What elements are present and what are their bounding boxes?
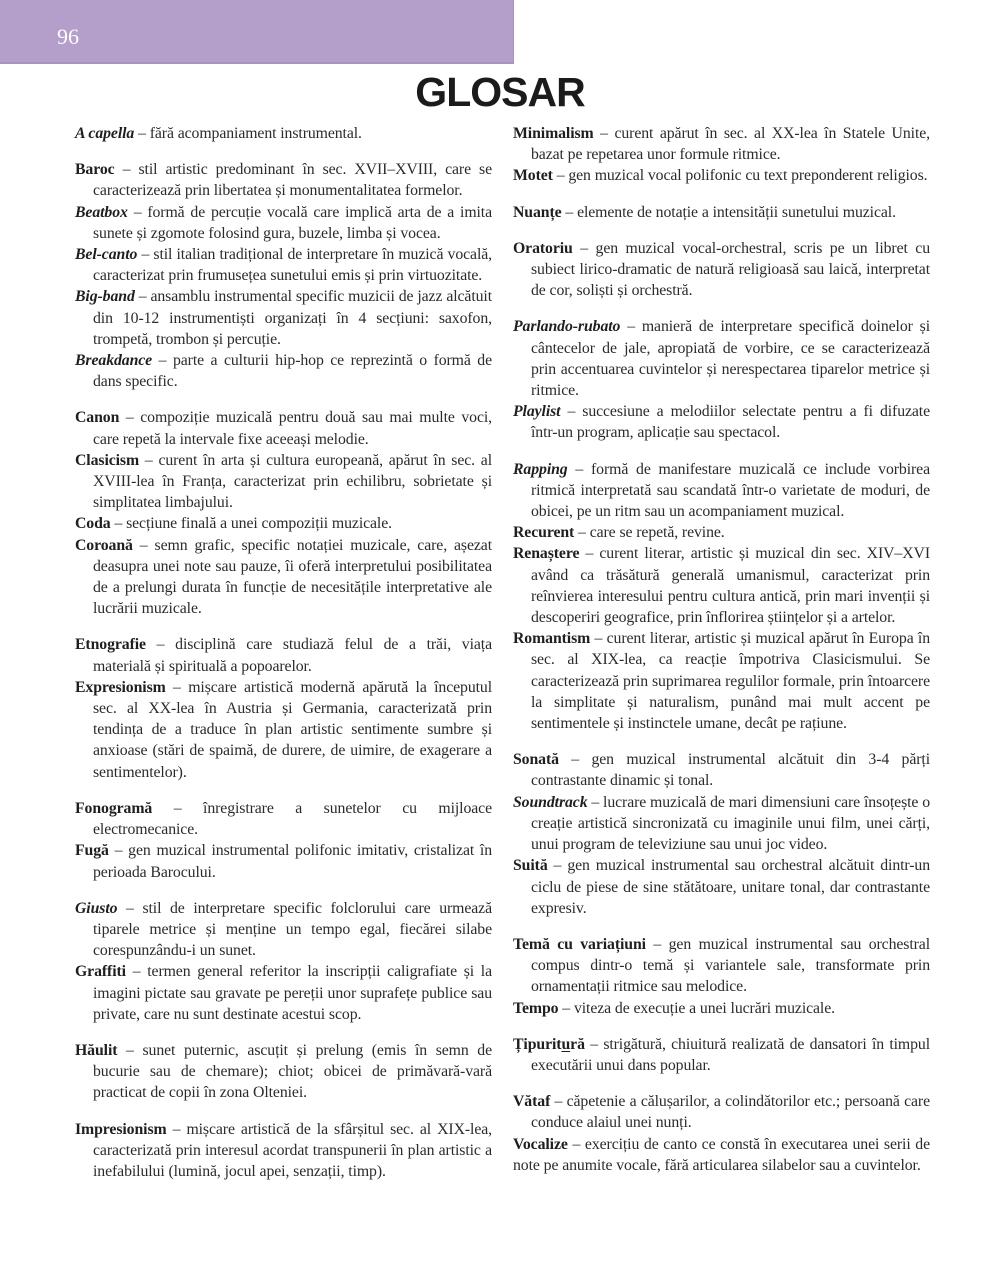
glossary-entry: Canon – compoziție muzicală pentru două sau mai multe voci, care repetă la intervale fixe aceeași melodie.	[75, 409, 492, 448]
glossary-term: Etnografie	[75, 636, 146, 654]
glossary-definition: gen muzical vocal polifonic cu text preponderent religios.	[568, 167, 928, 185]
glossary-definition: stil artistic predominant în sec. XVII–XVIII, care se caracterizează prin libertatea și monumentalitatea formelor.	[93, 161, 492, 200]
glossary-entry: Vocalize – exercițiu de canto ce constă în executarea unei serii de note pe anumite vocale, fără articularea silabelor sau a cuvintelor.	[513, 1135, 930, 1174]
glossary-term: Clasicism	[75, 451, 140, 469]
glossary-entry: Romantism – curent literar, artistic și muzical apărut în Europa în sec. al XIX-lea, ca reacție împotriva Clasicismului. Se caracterizează prin suprimarea regulilor formale, prin întoarcere la simplitate și naturalism, punând mai mult accent pe sentimentele și instinctele umane, decât pe rațiune.	[513, 630, 930, 733]
glossary-column-right	[513, 123, 930, 1176]
glossary-definition: lucrare muzicală de mari dimensiuni care însoțește o creație artistică sincronizată cu imaginile unui film, unei cărți, unui program de televiziune sau unui joc video.	[531, 793, 931, 854]
glossary-term: Coroană	[75, 536, 133, 554]
stressed-letter: u	[561, 1035, 571, 1053]
glossary-definition: exercițiu de canto ce constă în executarea unei serii de note pe anumite vocale, fără articularea silabelor sau a cuvintelor.	[513, 1135, 930, 1174]
glossary-definition: curent în arta și cultura europeană, apărut în sec. al XVIII-lea în Franța, caracterizat prin echilibru, sobrietate și simplitatea limbajului.	[93, 451, 493, 512]
glossary-group	[513, 238, 930, 302]
glossary-entry: Playlist – succesiune a melodiilor selectate pentru a fi difuzate într-un program, aplicație sau spectacol.	[513, 403, 931, 442]
glossary-column-left	[75, 123, 492, 1182]
glossary-entry: Țipuritură – strigătură, chiuitură realizată de dansatori în timpul executării unui dans popular.	[513, 1035, 930, 1074]
glossary-group	[75, 1119, 492, 1183]
glossary-group	[75, 407, 492, 619]
glossary-group	[75, 898, 492, 1025]
glossary-entry: Clasicism – curent în arta și cultura europeană, apărut în sec. al XVIII-lea în Franța, caracterizat prin echilibru, sobrietate și simplitatea limbajului.	[75, 451, 493, 512]
glossary-entry: A capella – fără acompaniament instrumental.	[75, 125, 362, 142]
glossary-term: Țipuritură	[513, 1035, 585, 1053]
glossary-term: Beatbox	[75, 203, 128, 221]
glossary-entry: Sonată – gen muzical instrumental alcătuit din 3-4 părți contrastante dinamic și tonal.	[513, 751, 931, 790]
glossary-entry: Beatbox – formă de percuție vocală care implică arta de a imita sunete și zgomote folosind gura, buzele, limba și vocea.	[75, 203, 492, 242]
glossary-entry: Vătaf – căpetenie a călușarilor, a colindătorilor etc.; persoană care conduce alaiul unei nunți.	[513, 1093, 930, 1132]
glossary-definition: strigătură, chiuitură realizată de dansatori în timpul executării unui dans popular.	[531, 1035, 930, 1074]
glossary-entry: Baroc – stil artistic predominant în sec. XVII–XVIII, care se caracterizează prin libertatea și monumentalitatea formelor.	[75, 161, 492, 200]
glossary-definition: gen muzical instrumental sau orchestral compus dintr-o temă și variantele sale, transformate prin ornamentații ritmice sau melodice.	[531, 935, 930, 996]
glossary-entry: Recurent – care se repetă, revine.	[513, 524, 725, 542]
glossary-term: Rapping	[513, 460, 568, 478]
glossary-term: Expresionism	[75, 678, 166, 696]
glossary-term: Impresionism	[75, 1120, 167, 1138]
glossary-definition: manieră de interpretare specifică doinelor și cântecelor de jale, apropiată de vorbire, ce se caracterizează prin accentuarea cuvintelor și nerespectarea tiparelor metrice și ritmice.	[531, 318, 930, 400]
glossary-entry: Suită – gen muzical instrumental sau orchestral alcătuit dintr-un ciclu de piese de sine stătătoare, unitare tonal, dar contrastante expresiv.	[513, 857, 931, 917]
glossary-entry: Hăulit – sunet puternic, ascuțit și prelung (emis în semn de bucurie sau de chemare); chiot; obicei de primăvară-vară practicat de copii în zona Olteniei.	[75, 1041, 492, 1102]
glossary-columns	[75, 123, 931, 1182]
glossary-definition: stil de interpretare specific folclorului care urmează tiparele metrice și menține un tempo egal, fiecărei silabe corespunzându-i un sunet.	[93, 899, 492, 960]
glossary-definition: înregistrare a sunetelor cu mijloace electromecanice.	[93, 799, 493, 839]
glossary-definition: elemente de notație a intensității sunetului muzical.	[577, 203, 896, 221]
glossary-definition: disciplină care studiază felul de a trăi, viața materială și spirituală a popoarelor.	[93, 636, 492, 675]
glossary-term: Oratoriu	[513, 239, 573, 257]
glossary-term: Playlist	[513, 403, 561, 421]
glossary-term: Canon	[75, 409, 120, 427]
glossary-entry: Breakdance – parte a culturii hip-hop ce reprezintă o formă de dans specific.	[75, 352, 493, 391]
glossary-entry: Minimalism – curent apărut în sec. al XX-lea în Statele Unite, bazat pe repetarea unor formule ritmice.	[513, 125, 930, 164]
glossary-group	[513, 934, 930, 1019]
glossary-definition: secțiune finală a unei compoziții muzicale.	[126, 515, 392, 533]
glossary-entry: Rapping – formă de manifestare muzicală ce include vorbirea ritmică interpretată sau scandată într-o varietate de moduri, de obicei, pe un ritm sau un acompaniament muzical.	[513, 460, 930, 521]
glossary-entry: Giusto – stil de interpretare specific folclorului care urmează tiparele metrice și menține un tempo egal, fiecărei silabe corespunzându-i un sunet.	[75, 899, 492, 960]
glossary-group	[75, 123, 492, 144]
glossary-entry: Coroană – semn grafic, specific notației muzicale, care, așezat deasupra unei note sau pauze, îi oferă interpretului posibilitatea de a prelungi durata în funcție de necesitățile interpretative ale lucrării muzicale.	[75, 536, 492, 618]
glossary-term: Big-band	[75, 288, 135, 306]
glossary-definition: parte a culturii hip-hop ce reprezintă o formă de dans specific.	[93, 352, 493, 391]
glossary-term: Parlando-rubato	[513, 318, 621, 336]
glossary-definition: formă de percuție vocală care implică arta de a imita sunete și zgomote folosind gura, buzele, limba și vocea.	[93, 203, 492, 242]
glossary-definition: curent apărut în sec. al XX-lea în Statele Unite, bazat pe repetarea unor formule ritmice.	[531, 125, 930, 164]
glossary-definition: termen general referitor la inscripții caligrafiate și la imagini pictate sau gravate pe pereții unor suprafețe publice sau private, care nu sunt destinate acestui scop.	[93, 963, 493, 1023]
glossary-term: Fonogramă	[75, 799, 153, 817]
glossary-definition: care se repetă, revine.	[589, 524, 725, 542]
glossary-definition: mișcare artistică modernă apărută la începutul sec. al XX-lea în Austria și Germania, caracterizată prin tendința de a traduce în plan artistic sentimente sumbre și anxioase (stări de spaimă, de durere, de uimire, de exagerare a sentimentelor).	[93, 678, 492, 781]
glossary-definition: stil italian tradițional de interpretare în muzică vocală, caracterizat prin frumusețea sunetului emis și prin virtuozitate.	[93, 246, 492, 285]
glossary-term: Baroc	[75, 161, 115, 179]
glossary-definition: compoziție muzicală pentru două sau mai multe voci, care repetă la intervale fixe aceeași melodie.	[93, 409, 492, 448]
glossary-term: Bel-canto	[75, 246, 138, 264]
glossary-term: Vocalize	[513, 1135, 568, 1153]
glossary-entry: Big-band – ansamblu instrumental specific muzicii de jazz alcătuit din 10-12 instrumentiști organizați în 4 secțiuni: saxofon, trompetă, trombon și percuție.	[75, 288, 493, 348]
glossary-term: Graffiti	[75, 963, 126, 981]
glossary-entry: Coda – secțiune finală a unei compoziții muzicale.	[75, 515, 392, 533]
glossary-entry: Fonogramă – înregistrare a sunetelor cu mijloace electromecanice.	[75, 799, 493, 839]
glossary-definition: semn grafic, specific notației muzicale, care, așezat deasupra unei note sau pauze, îi oferă interpretului posibilitatea de a prelungi durata în funcție de necesitățile interpretative ale lucrării muzicale.	[93, 536, 492, 618]
page-header-bar	[0, 0, 514, 64]
glossary-term: Suită	[513, 857, 548, 875]
glossary-term: Romantism	[513, 630, 591, 648]
glossary-term: Renaștere	[513, 545, 580, 563]
glossary-term: Hăulit	[75, 1041, 118, 1059]
glossary-definition: gen muzical instrumental polifonic imitativ, cristalizat în perioada Barocului.	[93, 842, 492, 881]
glossary-term: Recurent	[513, 524, 575, 542]
page-title: GLOSAR	[415, 69, 585, 115]
glossary-group	[75, 634, 492, 782]
glossary-definition: formă de manifestare muzicală ce include vorbirea ritmică interpretată sau scandată într-o varietate de moduri, de obicei, pe un ritm sau un acompaniament muzical.	[531, 460, 930, 521]
glossary-term: Minimalism	[513, 125, 594, 142]
glossary-entry: Oratoriu – gen muzical vocal-orchestral, scris pe un libret cu subiect lirico-dramatic de natură religioasă sau laică, interpretat de cor, soliști și orchestră.	[513, 239, 930, 300]
glossary-group	[513, 459, 930, 735]
glossary-entry: Nuanțe – elemente de notație a intensității sunetului muzical.	[513, 203, 896, 221]
page-number: 96	[57, 24, 79, 49]
glossary-entry: Temă cu variațiuni – gen muzical instrumental sau orchestral compus dintr-o temă și variantele sale, transformate prin ornamentații ritmice sau melodice.	[513, 935, 930, 996]
glossary-entry: Soundtrack – lucrare muzicală de mari dimensiuni care însoțește o creație artistică sincronizată cu imaginile unui film, unei cărți, unui program de televiziune sau unui joc video.	[513, 793, 931, 854]
glossary-term: Temă cu variațiuni	[513, 935, 646, 953]
glossary-definition: ansamblu instrumental specific muzicii de jazz alcătuit din 10-12 instrumentiști organizați în 4 secțiuni: saxofon, trompetă, trombon și percuție.	[93, 288, 493, 348]
glossary-term: A capella	[75, 125, 135, 142]
glossary-entry: Renaștere – curent literar, artistic și muzical din sec. XIV–XVI având ca trăsătură generală umanismul, caracterizat prin reînvierea interesului pentru cultura antică, prin mari invenții și descoperiri geografice, prin înflorirea științelor și a artelor.	[513, 545, 930, 627]
glossary-entry: Motet – gen muzical vocal polifonic cu text preponderent religios.	[513, 167, 928, 185]
glossary-entry: Parlando-rubato – manieră de interpretare specifică doinelor și cântecelor de jale, apropiată de vorbire, ce se caracterizează prin accentuarea cuvintelor și nerespectarea tiparelor metrice și ritmice.	[513, 318, 930, 400]
glossary-entry: Tempo – viteza de execuție a unei lucrări muzicale.	[513, 999, 835, 1017]
glossary-group	[513, 1091, 930, 1176]
glossary-term: Fugă	[75, 842, 109, 860]
glossary-definition: gen muzical instrumental alcătuit din 3-4 părți contrastante dinamic și tonal.	[531, 751, 931, 790]
glossary-definition: curent literar, artistic și muzical apărut în Europa în sec. al XIX-lea, ca reacție împotriva Clasicismului. Se caracterizează prin suprimarea regulilor formale, prin întoarcere la simplitate și naturalism, punând mai mult accent pe sentimentele și instinctele umane, decât pe rațiune.	[531, 630, 930, 733]
glossary-entry: Graffiti – termen general referitor la inscripții caligrafiate și la imagini pictate sau gravate pe pereții unor suprafețe publice sau private, care nu sunt destinate acestui scop.	[75, 963, 493, 1023]
glossary-entry: Bel-canto – stil italian tradițional de interpretare în muzică vocală, caracterizat prin frumusețea sunetului emis și prin virtuozitate.	[75, 246, 492, 285]
glossary-term: Motet	[513, 167, 553, 185]
glossary-definition: sunet puternic, ascuțit și prelung (emis în semn de bucurie sau de chemare); chiot; obicei de primăvară-vară practicat de copii în zona Olteniei.	[93, 1041, 492, 1102]
glossary-group	[75, 1040, 492, 1104]
glossary-entry: Etnografie – disciplină care studiază felul de a trăi, viața materială și spirituală a popoarelor.	[75, 636, 492, 675]
glossary-group	[75, 798, 492, 883]
glossary-definition: succesiune a melodiilor selectate pentru a fi difuzate într-un program, aplicație sau spectacol.	[531, 403, 931, 442]
glossary-entry: Impresionism – mișcare artistică de la sfârșitul sec. al XIX-lea, caracterizată prin interesul acordat transpunerii în plan artistic a inefabilului (lumină, jocul apei, senzații, timp).	[75, 1120, 492, 1180]
glossary-term: Tempo	[513, 999, 559, 1017]
glossary-group	[75, 159, 492, 392]
glossary-definition: fără acompaniament instrumental.	[149, 125, 362, 142]
glossary-definition: viteza de execuție a unei lucrări muzicale.	[573, 999, 835, 1017]
glossary-definition: mișcare artistică de la sfârșitul sec. al XIX-lea, caracterizată prin interesul acordat transpunerii în plan artistic a inefabilului (lumină, jocul apei, senzații, timp).	[93, 1120, 492, 1180]
glossary-term: Vătaf	[513, 1093, 551, 1111]
glossary-entry: Expresionism – mișcare artistică modernă apărută la începutul sec. al XX-lea în Austria și Germania, caracterizată prin tendința de a traduce în plan artistic sentimente sumbre și anxioase (stări de spaimă, de durere, de uimire, de exagerare a sentimentelor).	[75, 678, 492, 781]
glossary-definition: curent literar, artistic și muzical din sec. XIV–XVI având ca trăsătură generală umanismul, caracterizat prin reînvierea interesului pentru cultura antică, prin mari invenții și descoperiri geografice, prin înflorirea științelor și a artelor.	[531, 545, 930, 627]
glossary-definition: căpetenie a călușarilor, a colindătorilor etc.; persoană care conduce alaiul unei nunți.	[531, 1093, 930, 1132]
glossary-group	[513, 749, 930, 919]
glossary-group	[513, 316, 930, 443]
glossary-definition: gen muzical vocal-orchestral, scris pe un libret cu subiect lirico-dramatic de natură religioasă sau laică, interpretat de cor, soliști și orchestră.	[531, 239, 930, 300]
glossary-term: Sonată	[513, 751, 559, 769]
glossary-term: Coda	[75, 515, 111, 533]
glossary-term: Breakdance	[75, 352, 153, 370]
glossary-group	[513, 202, 930, 223]
glossary-term: Soundtrack	[513, 793, 588, 811]
glossary-group	[513, 123, 930, 187]
glossary-definition: gen muzical instrumental sau orchestral alcătuit dintr-un ciclu de piese de sine stătătoare, unitare tonal, dar contrastante expresiv.	[531, 857, 931, 917]
glossary-group	[513, 1034, 930, 1076]
glossary-term: Giusto	[75, 899, 118, 917]
glossary-term: Nuanțe	[513, 203, 562, 221]
glossary-entry: Fugă – gen muzical instrumental polifonic imitativ, cristalizat în perioada Barocului.	[75, 842, 492, 881]
